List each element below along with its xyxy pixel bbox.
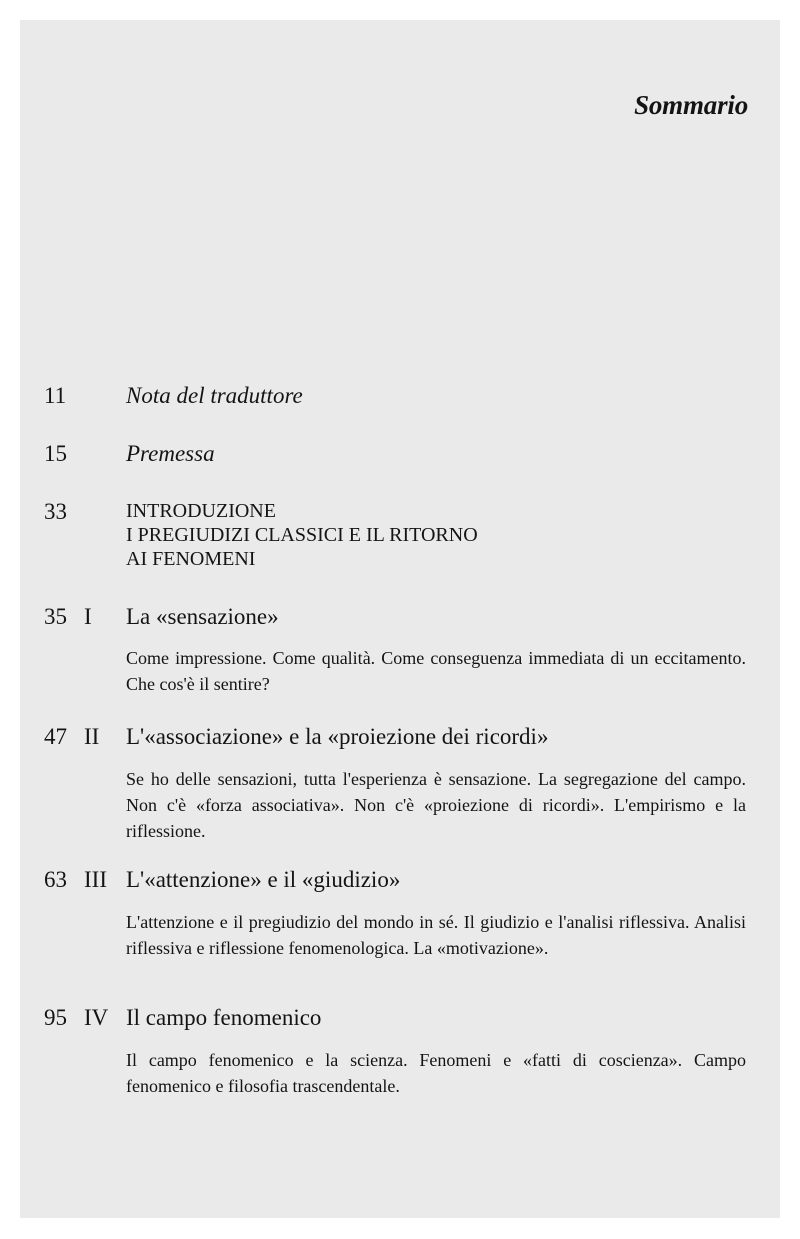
entry-page-number: 95 bbox=[44, 1005, 67, 1030]
entry-page-number: 47 bbox=[44, 724, 67, 749]
heading-line: INTRODUZIONE bbox=[126, 500, 276, 522]
entry-description: Se ho delle sensazioni, tutta l'esperienza è sensazione. La segregazione del campo. Non c'è «forza associativa». Non c'è «proiezione di ricordi». L'empirismo e la riflessione. bbox=[126, 769, 746, 841]
entry-heading bbox=[126, 499, 478, 571]
entry-heading: L'«associazione» e la «proiezione dei ricordi» bbox=[126, 724, 549, 749]
entry-description: Come impressione. Come qualità. Come conseguenza immediata di un eccitamento. Che cos'è il sentire? bbox=[126, 648, 746, 694]
book-page bbox=[20, 20, 780, 1218]
entry-chapter-number: IV bbox=[84, 1005, 109, 1030]
entry-page-number: 63 bbox=[44, 867, 67, 892]
entry-description: L'attenzione e il pregiudizio del mondo in sé. Il giudizio e l'analisi riflessiva. Analisi riflessiva e riflessione fenomenologica. La «motivazione». bbox=[126, 912, 746, 958]
entry-page-number: 11 bbox=[44, 383, 67, 408]
entry-page-number: 33 bbox=[44, 499, 67, 524]
entry-description: Il campo fenomenico e la scienza. Fenomeni e «fatti di coscienza». Campo fenomenico e filosofia trascendentale. bbox=[126, 1050, 746, 1096]
entry-heading: La «sensazione» bbox=[126, 604, 279, 629]
entry-chapter-number: II bbox=[84, 724, 100, 749]
entry-page-number: 35 bbox=[44, 604, 67, 629]
page-title: Sommario bbox=[634, 90, 748, 120]
heading-line: AI FENOMENI bbox=[126, 548, 256, 570]
entry-heading: L'«attenzione» e il «giudizio» bbox=[126, 867, 401, 892]
entry-heading: Nota del traduttore bbox=[126, 383, 303, 408]
entry-heading: Il campo fenomenico bbox=[126, 1005, 322, 1030]
entry-chapter-number: I bbox=[84, 604, 92, 629]
entry-chapter-number: III bbox=[84, 867, 107, 892]
entry-heading: Premessa bbox=[126, 441, 215, 466]
entry-page-number: 15 bbox=[44, 441, 67, 466]
heading-line: I PREGIUDIZI CLASSICI E IL RITORNO bbox=[126, 524, 478, 546]
